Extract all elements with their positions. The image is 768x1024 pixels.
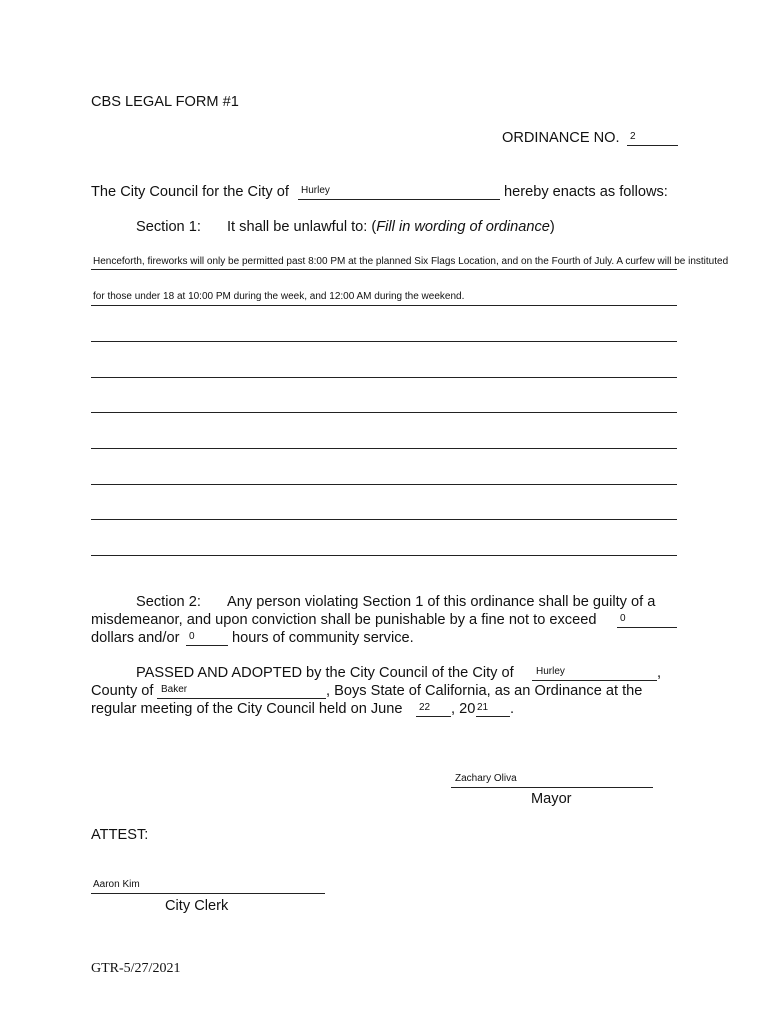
- adoption-comma: ,: [657, 665, 662, 681]
- adoption-line-2: , Boys State of California, as an Ordinance at the: [326, 683, 643, 699]
- hours-blank[interactable]: [186, 645, 228, 646]
- section2-label: Section 2:: [136, 594, 201, 610]
- ordinance-line-7[interactable]: [91, 484, 677, 485]
- year-blank[interactable]: [476, 716, 510, 717]
- section2-line-1: Any person violating Section 1 of this ordinance shall be guilty of a: [227, 594, 656, 610]
- fine-blank[interactable]: [617, 627, 677, 628]
- ordinance-label: ORDINANCE NO.: [502, 130, 620, 146]
- ordinance-line-8[interactable]: [91, 519, 677, 520]
- attest-label: ATTEST:: [91, 827, 149, 843]
- ordinance-line-3[interactable]: [91, 341, 677, 342]
- county-blank[interactable]: [157, 698, 326, 699]
- ordinance-text-1: Henceforth, fireworks will only be permitted past 8:00 PM at the planned Six Flags Location, and on the Fourth of July. A curfew will be instituted: [93, 256, 729, 267]
- fine-amount: 0: [620, 613, 626, 624]
- mayor-title: Mayor: [531, 791, 572, 807]
- adoption-period: .: [510, 701, 515, 717]
- section1-heading: It shall be unlawful to: (Fill in wording of ordinance): [227, 219, 555, 235]
- year-prefix: , 20: [451, 701, 476, 717]
- adoption-city-blank[interactable]: [532, 680, 657, 681]
- section1-instruction: Fill in wording of ordinance: [376, 219, 550, 235]
- ordinance-line-5[interactable]: [91, 412, 677, 413]
- adoption-line-1: PASSED AND ADOPTED by the City Council of the City of: [136, 665, 514, 681]
- ordinance-line-2[interactable]: [91, 305, 677, 306]
- day-blank[interactable]: [416, 716, 451, 717]
- mayor-name: Zachary Oliva: [455, 773, 517, 784]
- section2-line-3b: hours of community service.: [232, 630, 414, 646]
- footer-code: GTR-5/27/2021: [91, 961, 181, 976]
- ordinance-text-2: for those under 18 at 10:00 PM during the week, and 12:00 AM during the weekend.: [93, 291, 465, 302]
- meeting-year: 21: [477, 702, 489, 713]
- ordinance-line-9[interactable]: [91, 555, 677, 556]
- mayor-signature-line[interactable]: [451, 787, 653, 788]
- adoption-line-3: regular meeting of the City Council held on June: [91, 701, 403, 717]
- ordinance-line-1[interactable]: [91, 269, 677, 270]
- intro-prefix: The City Council for the City of: [91, 184, 289, 200]
- ordinance-number: 2: [630, 131, 636, 142]
- section2-line-2: misdemeanor, and upon conviction shall be punishable by a fine not to exceed: [91, 612, 597, 628]
- city-blank[interactable]: [298, 199, 500, 200]
- clerk-name: Aaron Kim: [93, 879, 140, 890]
- form-title: CBS LEGAL FORM #1: [91, 94, 239, 110]
- ordinance-number-blank[interactable]: [627, 145, 678, 146]
- intro-suffix: hereby enacts as follows:: [504, 184, 668, 200]
- adoption-city: Hurley: [536, 666, 565, 677]
- clerk-signature-line[interactable]: [91, 893, 325, 894]
- section1-label: Section 1:: [136, 219, 201, 235]
- hours-amount: 0: [189, 631, 195, 642]
- county-label: County of: [91, 683, 154, 699]
- meeting-day: 22: [419, 702, 431, 713]
- county-name: Baker: [161, 684, 188, 695]
- ordinance-line-4[interactable]: [91, 377, 677, 378]
- clerk-title: City Clerk: [165, 898, 229, 914]
- intro-city: Hurley: [301, 185, 330, 196]
- section2-line-3a: dollars and/or: [91, 630, 180, 646]
- ordinance-line-6[interactable]: [91, 448, 677, 449]
